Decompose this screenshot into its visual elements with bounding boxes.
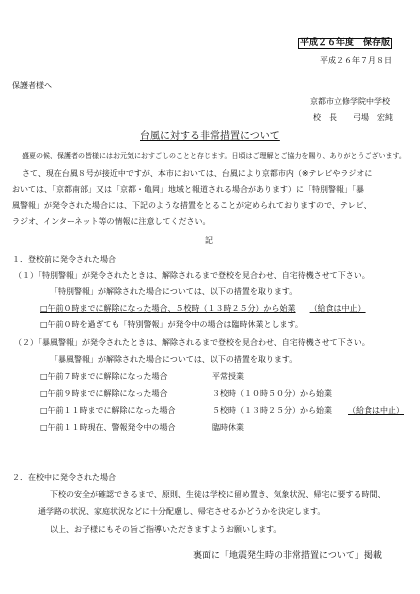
section1-p2-item-result: 平常授業 (212, 372, 244, 381)
section1-p2-item-result: ３校時（１０時５０分）から始業 (212, 389, 332, 398)
document-title: 台風に対する非常措置について (140, 131, 280, 142)
lunch-note: （給食は中止） (309, 304, 366, 313)
school-name: 京都市立修学院中学校 (310, 97, 390, 106)
section1-p2-item-label: □午前７時までに解除になった場合 (40, 372, 168, 381)
intro-line: ラジオ、インターネット等の情報に注意してください。 (12, 217, 211, 226)
recipient: 保護者様へ (12, 81, 52, 90)
section1-heading: １．登校前に発令された場合 (12, 255, 116, 264)
section2-heading: ２．在校中に発令された場合 (12, 473, 116, 482)
section2-line: 通学路の状況、家庭状況などに十分配慮し、帰宅させるかどうかを決定します。 (38, 507, 326, 516)
intro-line: 盛夏の候、保護者の皆様にはお元気におすごしのことと存じます。日頃はご理解とご協力を賜り、ありがとうございます。 (22, 152, 406, 160)
section1-p2-item-label: □午前１１時までに解除になった場合 (40, 406, 176, 415)
section1-p2-item-result: 臨時休業 (212, 423, 244, 432)
archive-stamp: 平成２６年度 保存版 (300, 38, 391, 48)
section1-p1-item: □午前０時を過ぎても「特別警報」が発令中の場合は臨時休業とします。 (40, 320, 303, 329)
document-date: 平成２６年７月８日 (320, 56, 392, 65)
section1-p2-line: 「暴風警報」が解除された場合については、以下の措置を取ります。 (50, 355, 298, 364)
section2-line: 以上、お子様にもその旨ご指導いただきますようお願いします。 (50, 525, 282, 534)
section1-p2-line: （２）「暴風警報」が発令されたときは、解除されるまで登校を見合わせ、自宅待機させて下さい。 (14, 338, 370, 347)
principal-name: 校 長 弓場 宏純 (313, 113, 393, 122)
section1-p2-item-result: ５校時（１３時２５分）から始業 (212, 406, 332, 415)
section1-p2-item-label: □午前１１時現在、警報発令中の場合 (40, 423, 176, 432)
intro-line: おいては、「京都南部」又は「京都・亀岡」地域と報道される場合があります）に「特別警報」「暴 (12, 185, 364, 194)
section1-p2-item-label: □午前９時までに解除になった場合 (40, 389, 168, 398)
item-text: □午前０時までに解除になった場合、５校時（１３時２５分）から始業 (40, 304, 296, 313)
intro-line: さて、現在台風８号が接近中ですが、本市においては、台風により京都市内（※テレビやラジオに (22, 169, 373, 178)
intro-line: 風警報」が発令された場合には、下記のような措置をとることが定められておりますので、テレビ、 (12, 201, 372, 210)
section1-p1-line: 「特別警報」が解除された場合については、以下の措置を取ります。 (50, 287, 298, 296)
section2-line: 下校の安全が確認できるまで、原則、生徒は学校に留め置き、気象状況、帰宅に要する時間、 (50, 490, 386, 499)
section1-p1-item (40, 305, 366, 313)
ki-marker: 記 (205, 236, 213, 245)
lunch-note: （給食は中止） (348, 406, 404, 415)
section1-p1-line: （１）「特別警報」が発令されたときは、解除されるまで登校を見合わせ、自宅待機させて下さい。 (14, 271, 370, 280)
footer-note: 裏面に「地震発生時の非常措置について」掲載 (193, 551, 382, 561)
